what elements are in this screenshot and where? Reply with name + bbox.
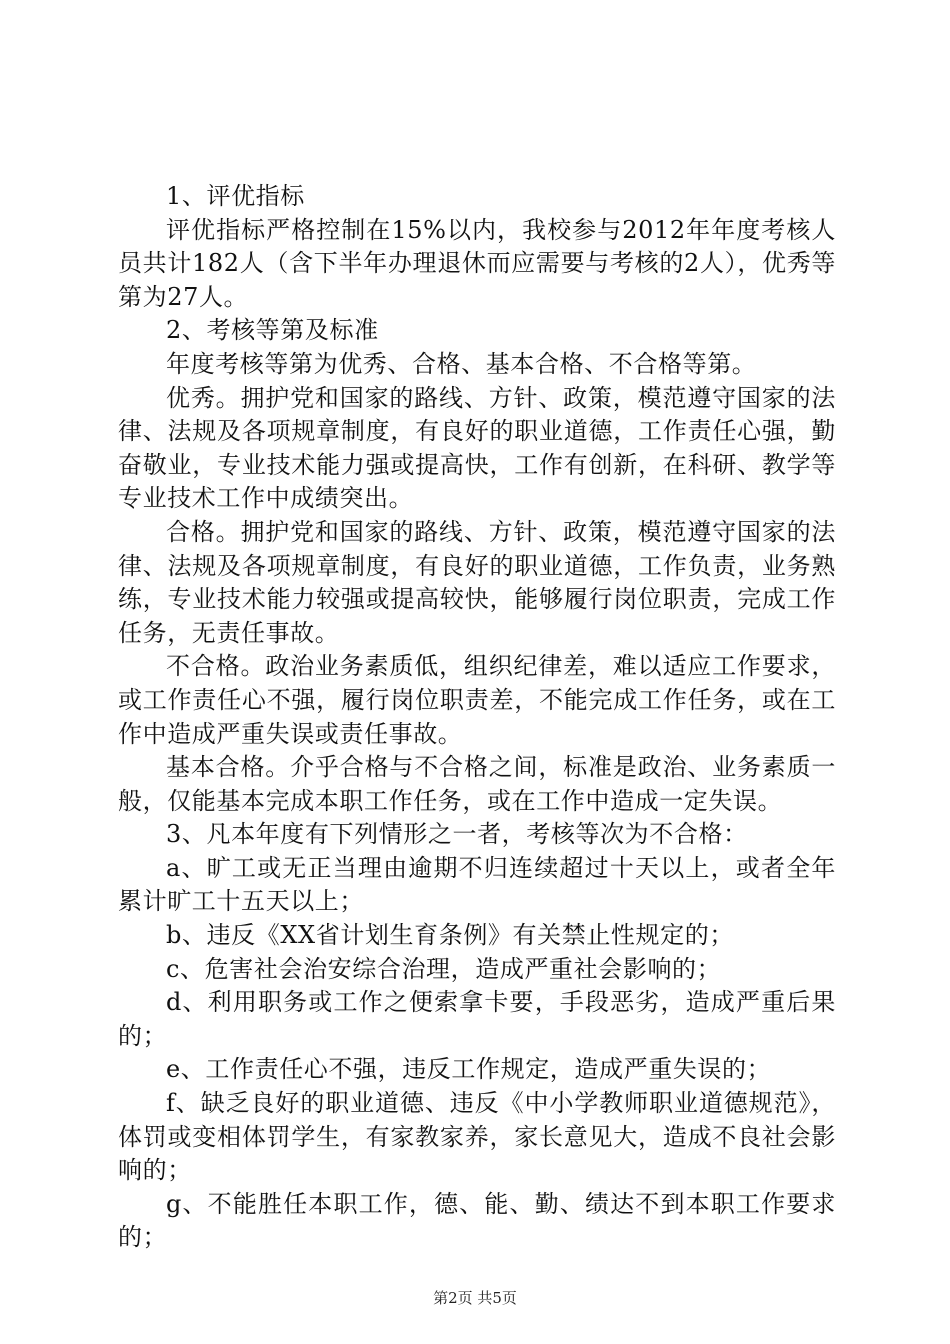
paragraph: 合格。拥护党和国家的路线、方针、政策，模范遵守国家的法律、法规及各项规章制度，有良好的职业道德，工作负责，业务熟练，专业技术能力较强或提高较快，能够履行岗位职责，完成工作任务，无责任事故。 [118,517,836,647]
page-number-footer: 第2页 共5页 [433,1289,517,1307]
list-item: e、工作责任心不强，违反工作规定，造成严重失误的； [166,1055,772,1084]
section-heading-1: 1、评优指标 [166,182,305,210]
list-item: d、利用职务或工作之便索拿卡要，手段恶劣，造成严重后果的； [118,988,836,1050]
list-item: c、危害社会治安综合治理，造成严重社会影响的； [166,954,722,983]
document-body [118,180,836,1255]
section-heading-3: 3、凡本年度有下列情形之一者，考核等次为不合格： [166,820,748,849]
section-heading-2: 2、考核等第及标准 [166,316,379,345]
paragraph: 评优指标严格控制在15%以内，我校参与2012年年度考核人员共计182人（含下半年办理退休而应需要与考核的2人），优秀等第为27人。 [118,215,836,311]
list-item: a、旷工或无正当理由逾期不归连续超过十天以上，或者全年累计旷工十五天以上； [118,853,836,916]
paragraph: 不合格。政治业务素质低，组织纪律差，难以适应工作要求，或工作责任心不强，履行岗位职责差，不能完成工作任务，或在工作中造成严重失误或责任事故。 [118,652,836,748]
list-item: b、违反《XX省计划生育条例》有关禁止性规定的； [166,921,734,950]
paragraph: 优秀。拥护党和国家的路线、方针、政策，模范遵守国家的法律、法规及各项规章制度，有良好的职业道德，工作责任心强，勤奋敬业，专业技术能力强或提高快，工作有创新，在科研、教学等专业技术工作中成绩突出。 [118,383,836,513]
paragraph: 基本合格。介乎合格与不合格之间，标准是政治、业务素质一般，仅能基本完成本职工作任务，或在工作中造成一定失误。 [118,753,836,815]
list-item: f、缺乏良好的职业道德、违反《中小学教师职业道德规范》，体罚或变相体罚学生，有家教家养，家长意见大，造成不良社会影响的； [118,1089,836,1185]
list-item: g、不能胜任本职工作，德、能、勤、绩达不到本职工作要求的； [118,1189,836,1252]
paragraph: 年度考核等第为优秀、合格、基本合格、不合格等第。 [166,349,757,378]
